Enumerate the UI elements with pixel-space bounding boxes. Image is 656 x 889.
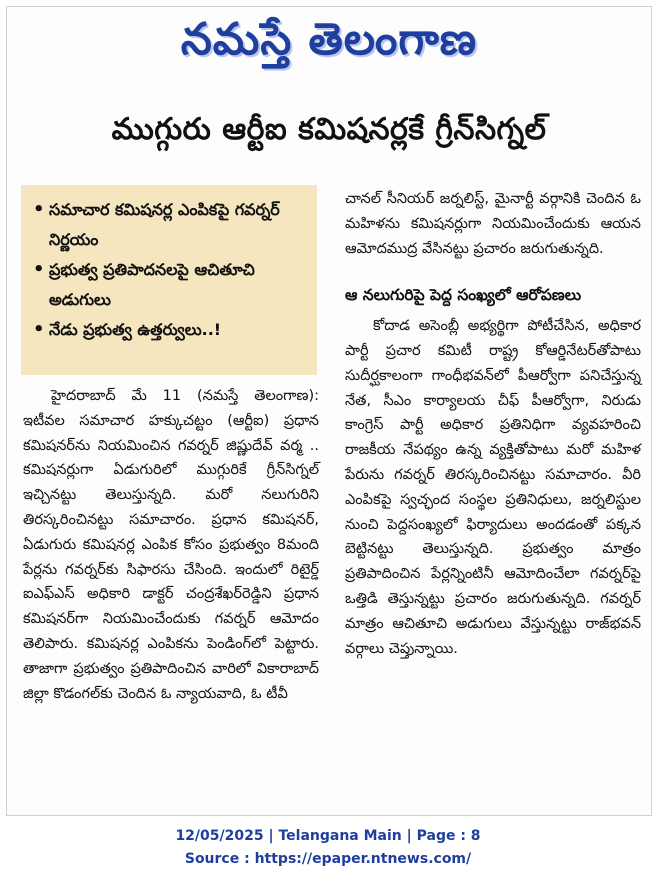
- left-column: [23, 384, 319, 706]
- footer-source: Source : https://epaper.ntnews.com/: [184, 851, 472, 867]
- masthead: [7, 15, 651, 75]
- left-column-text: హైదరాబాద్ మే 11 (నమస్తే తెలంగాణ): ఇటీవల సమాచార హక్కుచట్టం (ఆర్టీఐ) ప్రధాన కమిషనర్‌ను నియమించిన గవర్నర్ జిష్ణుదేవ్ వర్మ .. కమిషనర్లుగా ఏడుగురిలో ముగ్గురికే గ్రీన్‌సిగ్నల్ ఇచ్చినట్టు తెలుస్తున్నది. మరో నలుగురిని తిరస్కరించినట్టు సమాచారం. ప్రధాన కమిషనర్, ఏడుగురు కమిషనర్ల ఎంపిక కోసం ప్రభుత్వం 8మంది పేర్లను గవర్నర్‌కు సిఫారసు చేసింది. ఇందులో రిటైర్డ్ ఐఎఫ్‌ఎస్ అధికారి డాక్టర్ చంద్రశేఖర్‌రెడ్డిని ప్రధాన కమిషనర్‌గా నియమించేందుకు గవర్నర్ ఆమోదం తెలిపారు. కమిషనర్ల ఎంపికను పెండింగ్‌లో పెట్టారు. తాజాగా ప్రభుత్వం ప్రతిపాదించిన వారిలో వికారాబాద్ జిల్లా కొడంగల్‌కు చెందిన ఓ న్యాయవాది, ఓ టీవీ: [23, 388, 319, 702]
- article-subheading: ఆ నలుగురిపై పెద్ద సంఖ్యలో ఆరోపణలు: [345, 286, 582, 305]
- right-column-body: కోదాడ అసెంబ్లీ అభ్యర్థిగా పోటీచేసిన, అధికార పార్టీ ప్రచార కమిటీ రాష్ట్ర కోఆర్డినేటర్‌తోపాటు సుదీర్ఘకాలంగా గాంధీభవన్‌లో పీఆర్వోగా పనిచేస్తున్న నేత, సీఎం కార్యాలయ చీఫ్ పీఆర్వోగా, నిరుడు కాంగ్రెస్ పార్టీ అధికార ప్రతినిధిగా వ్యవహరించి రాజకీయ నేపథ్యం ఉన్న వ్యక్తితోపాటు మరో మహిళ పేరును గవర్నర్ తిరస్కరించినట్టు సమాచారం. వీరి ఎంపికపై స్వచ్ఛంద సంస్థల ప్రతినిధులు, జర్నలిస్టుల నుంచి పెద్దసంఖ్యలో ఫిర్యాదులు అందడంతో పక్కన బెట్టినట్టు తెలుస్తున్నది. ప్రభుత్వం మాత్రం ప్రతిపాదించిన పేర్లన్నింటినీ ఆమోదించేలా గవర్నర్‌పై ఒత్తిడి తెస్తున్నట్టు ప్రచారం జరుగుతున్నది. గవర్నర్ మాత్రం ఆచితూచి అడుగులు వేస్తున్నట్టు రాజ్‌భవన్ వర్గాలు చెప్తున్నాయి.: [345, 318, 641, 657]
- highlights-box: [21, 185, 317, 375]
- article-headline: ముగ్గురు ఆర్టీఐ కమిషనర్లకే గ్రీన్‌సిగ్నల్: [111, 112, 547, 147]
- right-column-continuation: చానల్ సీనియర్ జర్నలిస్ట్, మైనార్టీ వర్గానికి చెందిన ఓ మహిళను కమిషనర్లుగా నియమించేందుకు ఆయన ఆమోదముద్ర వేసినట్టు ప్రచారం జరుగుతున్నది.: [345, 191, 641, 257]
- highlight-item: • సమాచార కమిషనర్ల ఎంపికపై గవర్నర్ నిర్ణయం: [31, 195, 309, 255]
- newspaper-clipping: [6, 6, 652, 816]
- right-column: [345, 187, 641, 661]
- footer-date-edition: 12/05/2025 | Telangana Main | Page : 8: [175, 828, 481, 844]
- highlight-item: • నేడు ప్రభుత్వ ఉత్తర్వులు..!: [31, 315, 309, 345]
- masthead-title: నమస్తే తెలంగాణ: [180, 14, 478, 65]
- highlights-list: [21, 185, 317, 345]
- highlight-item: • ప్రభుత్వ ప్రతిపాదనలపై ఆచితూచి అడుగులు: [31, 255, 309, 315]
